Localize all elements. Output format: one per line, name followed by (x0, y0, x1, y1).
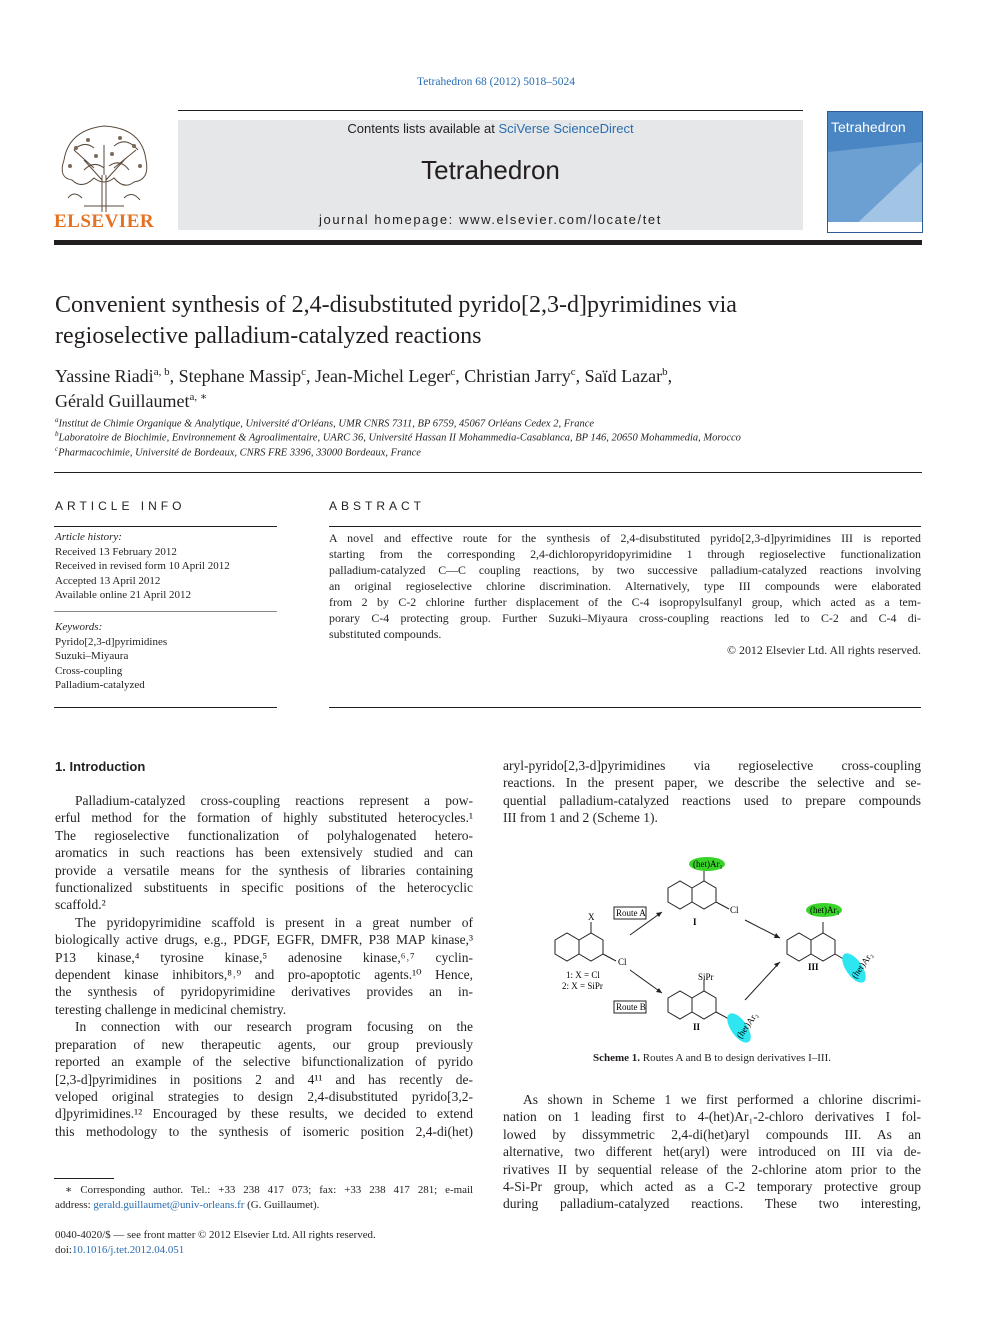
body-line: d]pyrimidines.¹² Encouraged by these results, we decided to extend (55, 1106, 473, 1122)
compound-2-label: 2: X = SiPr (562, 981, 603, 991)
abstract-line: porary C-4 protecting group. Further Suzuki–Miyaura cross-coupling reactions led to C-2 and C-4 di- (329, 611, 921, 625)
scheme-1-figure (540, 850, 880, 1050)
compound-i-label: I (693, 917, 697, 927)
body-line: preparation of new therapeutic agents, our group previously (55, 1036, 473, 1052)
author-affil-marker[interactable]: a, b (153, 366, 170, 378)
author-separator: , (575, 366, 585, 386)
abstract-line: an original regioselective chlorine discrimination. Alternatively, type III compounds were elaborated (329, 579, 921, 593)
route-b-label: Route B (616, 1002, 646, 1012)
sipr-substituent: SiPr (698, 972, 714, 982)
abstract-line: substituted compounds. (329, 627, 442, 641)
footnote-line (55, 1198, 473, 1213)
intro-right-column-bottom (503, 1091, 921, 1213)
author-name[interactable]: Saïd Lazar (584, 366, 663, 386)
history-label: Article history: (55, 531, 122, 543)
footnote-line: ∗ Corresponding author. Tel.: +33 238 417 073; fax: +33 238 417 281; e-mail (65, 1184, 473, 1196)
author-name[interactable]: Gérald Guillaumet (55, 391, 190, 411)
contents-prefix: Contents lists available at (347, 121, 499, 136)
body-line: The pyridopyrimidine scaffold is present in a great number of (75, 914, 473, 930)
abstract-line: from 2 by C-2 chlorine further displacement of the C-4 isopropylsulfanyl group, which acted as a tem- (329, 595, 921, 609)
history-received: Received 13 February 2012 (55, 545, 177, 558)
header-rule (178, 110, 803, 111)
affiliation-key: a (55, 416, 59, 424)
cl-substituent: Cl (618, 957, 627, 967)
author-separator: , (455, 366, 465, 386)
doi-line (55, 1243, 495, 1258)
author-affil-marker[interactable]: a, ∗ (189, 391, 208, 403)
journal-citation[interactable]: Tetrahedron 68 (2012) 5018–5024 (417, 76, 575, 88)
x-substituent: X (588, 912, 595, 922)
author-affil-marker[interactable]: b (662, 366, 668, 378)
email-prefix: address: (55, 1199, 94, 1211)
info-rule-top (54, 526, 277, 527)
body-line: III from 1 and 2 (Scheme 1). (503, 810, 658, 826)
body-line: [2,3-d]pyrimidines in positions 2 and 4¹¹ and has recently de- (55, 1071, 473, 1087)
author-name[interactable]: Jean-Michel Leger (314, 366, 451, 386)
elsevier-tree-logo (54, 120, 154, 212)
elsevier-wordmark: ELSEVIER (54, 211, 155, 232)
cl-substituent: Cl (730, 905, 739, 915)
body-line: P13 kinase,⁴ tyrosine kinase,⁵ adenosine kinase,⁶˒⁷ cyclin- (55, 949, 473, 965)
keyword-item[interactable]: Pyrido[2,3-d]pyrimidines (55, 635, 168, 648)
het-ar1-label: (het)Ar₁ (810, 905, 840, 915)
affiliation-key: c (55, 445, 59, 453)
body-line: The regioselective functionalization of polyhalogenated hetero- (55, 827, 473, 843)
article-info-heading: ARTICLE INFO (55, 499, 186, 513)
affiliation-text: Laboratoire de Biochimie, Environnement & Agroalimentaire, UARC 36, Université Hassan II Mohammedia-Casablanca, BP 146, 20650 Mohammedia, Morocco (58, 432, 741, 444)
body-line: reactions. In the present paper, we describe the selective and se- (503, 775, 921, 791)
abstract-rule-top (329, 526, 921, 527)
scheme-caption-text: Routes A and B to design derivatives I–III. (640, 1052, 831, 1064)
abstract-body (329, 530, 921, 658)
issn-doi-note (55, 1228, 495, 1258)
body-line: biologically active drugs, e.g., PDGF, EGFR, DMFR, P38 MAP kinase,³ (55, 932, 473, 948)
history-revised: Received in revised form 10 April 2012 (55, 560, 230, 572)
abstract-line: palladium-catalyzed C—C coupling reactions, by two successive palladium-catalyzed reactions involving (329, 563, 921, 577)
journal-name: Tetrahedron (421, 155, 560, 185)
cover-title: Tetrahedron (831, 119, 906, 135)
section-heading-introduction: 1. Introduction (55, 759, 146, 774)
affiliation-key: b (55, 430, 59, 438)
author-affil-marker[interactable]: c (301, 366, 306, 378)
email-link[interactable]: gerald.guillaumet@univ-orleans.fr (93, 1199, 245, 1211)
abstract-heading: ABSTRACT (329, 499, 426, 513)
header-thick-rule (54, 240, 922, 245)
body-line: lowed by dissymmetric 2,4-di(het)aryl compounds III. As an (503, 1126, 921, 1142)
body-line: teresting challenge in medicinal chemistry. (55, 1001, 287, 1017)
issn-line: 0040-4020/$ — see front matter © 2012 Elsevier Ltd. All rights reserved. (55, 1229, 376, 1241)
author-name[interactable]: Stephane Massip (178, 366, 302, 386)
affiliation-rule (54, 472, 922, 473)
compound-1-label: 1: X = Cl (566, 970, 600, 980)
author-name[interactable]: Yassine Riadi (55, 366, 154, 386)
route-a-label: Route A (616, 908, 646, 918)
title-line-2: regioselective palladium-catalyzed reactions (55, 323, 482, 349)
het-ar1-label: (het)Ar₁ (693, 859, 723, 869)
body-line: scaffold.² (55, 897, 106, 913)
doi-prefix: doi: (55, 1244, 72, 1256)
affiliation-text: Pharmacochimie, Université de Bordeaux, CNRS FRE 3396, 33000 Bordeaux, France (58, 447, 421, 459)
abstract-line: A novel and effective route for the synthesis of 2,4-disubstituted pyrido[2,3-d]pyrimidines III is reported (329, 531, 921, 545)
intro-right-column-top (503, 757, 921, 827)
info-rule-bottom (54, 707, 277, 708)
author-name[interactable]: Christian Jarry (464, 366, 571, 386)
compound-iii-label: III (808, 962, 819, 972)
author-separator: , (667, 366, 673, 386)
body-line: reported an example of the selective bifunctionalization of pyrido (55, 1054, 473, 1070)
footnote-rule (54, 1178, 114, 1179)
body-line: provide a versatile means for the synthesis of libraries containing (55, 862, 473, 878)
history-online: Available online 21 April 2012 (55, 589, 192, 601)
body-line: functionalized substituents in specific positions of the heterocyclic (55, 880, 473, 896)
body-line: alternative, two different het(aryl) were introduced on III via de- (503, 1144, 921, 1160)
het-ar2-label: (het)Ar₂ (849, 950, 875, 981)
corresponding-author-note (55, 1183, 473, 1213)
contents-line (178, 121, 803, 136)
author-separator: , (305, 366, 315, 386)
affiliation-a (55, 416, 594, 430)
body-line: aryl-pyrido[2,3-d]pyrimidines via regioselective cross-coupling (503, 758, 921, 773)
abstract-line: starting from the corresponding 2,4-dichloropyridopyrimidine 1 through regioselective functionalization (329, 547, 921, 561)
keyword-item[interactable]: Cross-coupling (55, 664, 123, 677)
affiliation-c (55, 445, 421, 459)
compound-ii-label: II (693, 1022, 701, 1032)
keywords (55, 620, 277, 693)
body-line: 4-Si-Pr group, which acted as a C-2 temporary protective group (503, 1179, 921, 1195)
sciencedirect-link[interactable]: SciVerse ScienceDirect (498, 121, 634, 136)
author-affil-marker[interactable]: c (450, 366, 456, 378)
article-title (55, 290, 935, 352)
keyword-item[interactable]: Palladium-catalyzed (55, 679, 145, 691)
affiliation-text: Institut de Chimie Organique & Analytique, Université d'Orléans, UMR CNRS 7311, BP 6759, 45067 Orléans Cedex 2, France (58, 418, 595, 430)
title-line-1: Convenient synthesis of 2,4-disubstituted pyrido[2,3-d]pyrimidines via (55, 292, 737, 318)
affiliation-b (55, 430, 741, 444)
intro-left-column (55, 792, 473, 1140)
body-line: rivatives II by sequential release of the 2-chlorine atom prior to the (503, 1161, 921, 1177)
keywords-label: Keywords: (55, 621, 103, 633)
body-line: this methodology to the synthesis of isomeric position 2,4-di(het) (55, 1123, 473, 1139)
body-line: the synthesis of pyridopyrimidine derivatives provides an in- (55, 984, 473, 1000)
keyword-item[interactable]: Suzuki–Miyaura (55, 650, 129, 662)
author-list (55, 362, 935, 412)
abstract-rule-bottom (329, 707, 921, 708)
body-line: erful method for the formation of highly substituted heterocycles.¹ (55, 810, 473, 826)
body-line: nation on 1 leading first to 4-(het)Ar₁-2-chloro derivatives I fol- (503, 1109, 921, 1125)
doi-link[interactable]: 10.1016/j.tet.2012.04.051 (71, 1244, 185, 1256)
scheme-caption-label: Scheme 1. (593, 1052, 641, 1064)
body-line: quential palladium-catalyzed reactions used to prepare compounds (503, 792, 921, 808)
body-line: veloped original strategies to design 2,4-disubstituted pyrido[3,2- (55, 1088, 473, 1104)
body-line: aromatics in such reactions has been extensively studied and can (55, 845, 473, 861)
author-affil-marker[interactable]: c (570, 366, 576, 378)
het-ar2-label: (het)Ar₂ (734, 1010, 760, 1041)
abstract-copyright: © 2012 Elsevier Ltd. All rights reserved. (727, 643, 921, 657)
body-line: As shown in Scheme 1 we first performed a chlorine discrimi- (523, 1092, 921, 1107)
email-suffix: (G. Guillaumet). (244, 1199, 320, 1211)
author-separator: , (169, 366, 179, 386)
body-line: dependent kinase inhibitors,⁸˒⁹ and pro-apoptotic agents.¹⁰ Hence, (55, 967, 473, 983)
body-line: during palladium-catalyzed reactions. These two interesting, (503, 1196, 921, 1212)
body-line: In connection with our research program focusing on the (75, 1019, 473, 1035)
info-rule-mid (54, 611, 277, 612)
scheme-caption (503, 1052, 921, 1064)
article-history (55, 530, 277, 603)
body-line: Palladium-catalyzed cross-coupling reactions represent a pow- (75, 793, 473, 808)
history-accepted: Accepted 13 April 2012 (55, 574, 161, 587)
journal-homepage[interactable]: journal homepage: www.elsevier.com/locate/tet (319, 212, 662, 227)
